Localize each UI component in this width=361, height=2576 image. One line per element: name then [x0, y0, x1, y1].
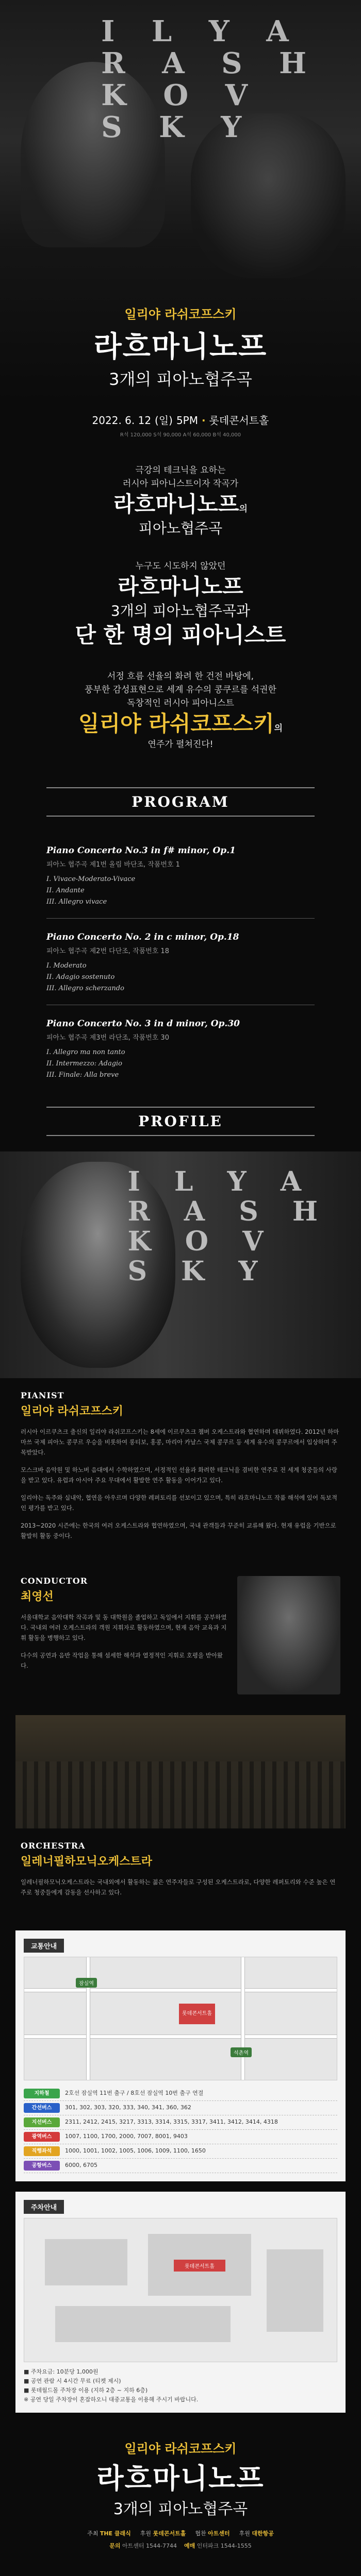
event-info	[0, 402, 361, 443]
pianist-profile-photo	[0, 1151, 361, 1378]
orchestra-photo	[15, 1715, 346, 1828]
parking-section	[15, 2192, 346, 2413]
parking-map	[24, 2218, 337, 2362]
transit-row: 지선버스 2311, 2412, 2415, 3217, 3313, 3314, 3315, 3317, 3411, 3412, 3414, 4318	[24, 2115, 337, 2130]
intro-line: 극강의 테크닉을 요하는	[135, 465, 226, 476]
pianist-bio: PIANIST 일리야 라쉬코프스키 러시아 이르쿠츠크 출신의 일리야 라쉬코프스키는 8세에 이르쿠츠크 챔버 오케스트라와 협연하며 데뷔하였다. 2012년 하마마쓰 국제 피아노 콩쿠르 우승을 비롯하여 롱티보, 홍콩, 마리아 카날스 국제 콩쿠르 등 세계 유수의 콩쿠르에서 입상하며 주목받았다. 모스크바 음악원 및 하노버 음대에서 수학하였으며, 서정적인 선율과 화려한 테크닉을 겸비한 연주로 전 세계 청중들의 사랑을 받고 있다. 유럽과 아시아 주요 무대에서 활발한 연주 활동을 이어가고 있다. 일리야는 독주와 실내악, 협연을 아우르며 다양한 레퍼토리를 선보이고 있으며, 특히 라흐마니노프 작품 해석에 있어 독보적인 평가를 받고 있다. 2013~2020 시즌에는 한국의 여러 오케스트라와 협연하였으며, 국내 관객들과 꾸준히 교류해 왔다. 현재 유럽을 기반으로 활발히 활동 중이다.	[21, 1391, 339, 1539]
station-marker: 석촌역	[231, 2047, 252, 2057]
intro-line: 독창적인 러시아 피아니스트	[127, 698, 234, 708]
intro-headline: 라흐마니노프	[118, 574, 243, 599]
intro-line: 누구도 시도하지 않았던	[135, 561, 226, 571]
footer-section	[0, 2423, 361, 2570]
footer-concerto: 3개의 피아노협주곡	[113, 2500, 248, 2518]
intro-sub: 3개의 피아노협주곡과	[110, 602, 251, 619]
profile-heading: PROFILE	[0, 1091, 361, 1151]
ticket-prices: R석 120,000 S석 90,000 A석 60,000 B석 40,000	[120, 432, 241, 438]
venue-marker: 롯데콘서트홀	[179, 2004, 215, 2024]
orchestra-bio: ORCHESTRA 일레너필하모닉오케스트라 일레너필하모닉오케스트라는 국내외에서 활동하는 젊은 연주자들로 구성된 오케스트라로, 다양한 레퍼토리와 수준 높은 연주로 청중들에게 감동을 선사하고 있다.	[21, 1841, 336, 1896]
station-marker: 잠실역	[76, 1978, 97, 1988]
transit-row: 지하철 2호선 잠실역 11번 출구 / 8호선 잠실역 10번 출구 연결	[24, 2087, 337, 2101]
intro-line: 연주가 펼쳐진다!	[147, 739, 214, 750]
profile-section	[0, 1091, 361, 1920]
program-heading: PROGRAM	[0, 772, 361, 832]
transit-row: 직행좌석 1000, 1001, 1002, 1005, 1006, 1009, 1100, 1650	[24, 2144, 337, 2159]
transit-row: 공항버스 6000, 6705	[24, 2159, 337, 2173]
parking-title: 주차안내	[24, 2200, 64, 2214]
footer-title: 라흐마니노프	[96, 2462, 265, 2495]
contact-info: 문의 아트센터 1544-7744 예매 인터파크 1544-1555	[109, 2543, 252, 2549]
footer-artist-name: 일리야 라쉬코프스키	[124, 2442, 237, 2456]
intro-line: 서정 흐름 선율의 화려 한 건전 바탕에,	[107, 671, 254, 682]
program-piece: Piano Concerto No.3 in f# minor, Op.1 피아노 협주곡 제1번 올림 바단조, 작품번호 1 I. Vivace-Moderato-Vivace II. Andante III. Allegro vivace	[46, 832, 315, 919]
program-list	[46, 832, 315, 1091]
transit-map	[24, 1957, 337, 2080]
conductor-photo	[237, 1576, 340, 1694]
parking-notes: ■ 주차요금: 10분당 1,000원 ■ 공연 관람 시 4시간 무료 (티켓 제시) ■ 롯데월드몰 주차장 이용 (지하 2층 ~ 지하 6층) ※ 공연 당일 주차장이 혼잡하오니 대중교통을 이용해 주시기 바랍니다.	[24, 2368, 199, 2403]
program-piece: Piano Concerto No. 3 in d minor, Op.30 피아노 협주곡 제3번 라단조, 작품번호 30 I. Allegro ma non tanto II. Intermezzo: Adagio III. Finale: Alla breve	[46, 1019, 240, 1079]
transit-row: 간선버스 301, 302, 303, 320, 333, 340, 341, 360, 362	[24, 2101, 337, 2115]
program-piece: Piano Concerto No. 2 in c minor, Op.18 피아노 협주곡 제2번 다단조, 작품번호 18 I. Moderato II. Adagio sostenuto III. Allegro scherzando	[46, 919, 315, 1005]
intro-headline: 라흐마니노프의	[113, 492, 248, 517]
intro-line: 풍부한 감성표현으로 세계 유수의 콩쿠르를 석권한	[85, 685, 276, 695]
program-section	[0, 772, 361, 1091]
name-letters: I L Y A R A S H K O V S K Y	[101, 14, 320, 144]
hero-title-block	[0, 304, 361, 390]
artist-name: 일리야 라쉬코프스키	[124, 307, 237, 321]
transit-section	[15, 1930, 346, 2181]
intro-line: 러시아 피아니스트이자 작곡가	[122, 479, 239, 489]
venue-marker: 롯데콘서트홀	[174, 2260, 225, 2272]
transit-title: 교통안내	[24, 1939, 64, 1953]
intro-headline: 단 한 명의 피아니스트	[75, 622, 286, 648]
event-date: 2022. 6. 12 (일) 5PM · 롯데콘서트홀	[92, 414, 269, 427]
intro-headline: 일리야 라쉬코프스키의	[78, 711, 283, 736]
main-title: 라흐마니노프	[93, 330, 268, 364]
transit-list	[24, 2087, 337, 2173]
intro-section	[0, 443, 361, 772]
sponsor-bar: 주최 THE 클래식 후원 롯데콘서트홀 협찬 아트센터 후원 대한항공	[87, 2530, 274, 2537]
hero-section	[0, 0, 361, 402]
intro-sub: 피아노협주곡	[138, 520, 223, 537]
transit-row: 광역버스 1007, 1100, 1700, 2000, 7007, 8001, 9403	[24, 2130, 337, 2144]
concerto-title: 3개의 피아노협주곡	[109, 369, 252, 389]
profile-letters: I L Y A R A S H K O V S K Y	[127, 1166, 330, 1287]
conductor-bio: CONDUCTOR 최영선 서울대학교 음악대학 작곡과 및 동 대학원을 졸업하고 독일에서 지휘를 공부하였다. 국내외 여러 오케스트라의 객원 지휘자로 활동하였으며, 현재 음악 교육과 지휘 활동을 병행하고 있다. 다수의 공연과 음반 작업을 통해 섬세한 해석과 열정적인 지휘로 호평을 받아왔다.	[0, 1564, 361, 1715]
